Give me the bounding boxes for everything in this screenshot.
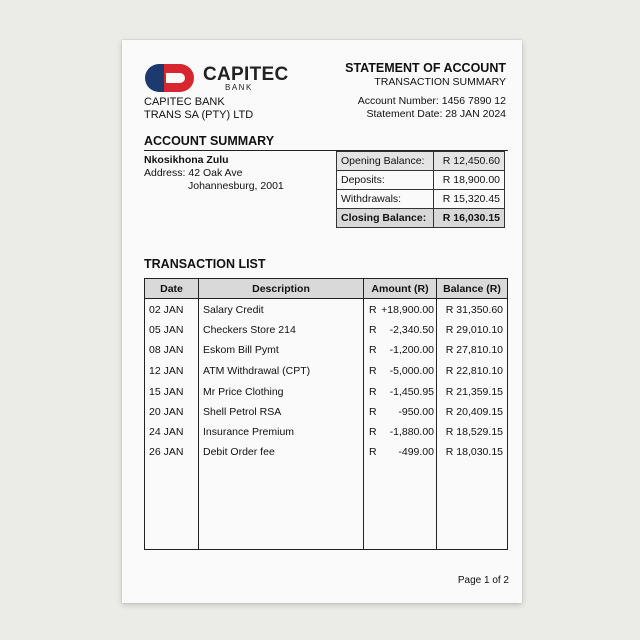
- account-summary-heading: ACCOUNT SUMMARY: [144, 134, 275, 148]
- transaction-amount: -1,450.95: [389, 386, 434, 398]
- transaction-balance: R 29,010.10: [445, 324, 503, 336]
- transaction-currency: R: [369, 426, 377, 438]
- column-header-date: Date: [160, 283, 183, 295]
- transaction-balance: R 21,359.15: [445, 386, 503, 398]
- transaction-table: [144, 278, 508, 550]
- summary-row-deposits: [337, 171, 505, 190]
- transaction-currency: R: [369, 386, 377, 398]
- customer-name: Nkosikhona Zulu: [144, 154, 229, 166]
- bank-legal-line-1: CAPITEC BANK: [144, 96, 225, 108]
- transaction-row: [145, 365, 507, 385]
- transaction-date: 08 JAN: [149, 344, 184, 356]
- summary-label: Opening Balance:: [337, 152, 434, 171]
- transaction-date: 26 JAN: [149, 446, 184, 458]
- summary-value: R 15,320.45: [434, 190, 505, 209]
- transaction-balance: R 18,529.15: [445, 426, 503, 438]
- transaction-amount: -1,200.00: [389, 344, 434, 356]
- transaction-date: 05 JAN: [149, 324, 184, 336]
- transaction-row: [145, 426, 507, 446]
- transaction-balance: R 20,409.15: [445, 406, 503, 418]
- summary-value: R 16,030.15: [434, 209, 505, 228]
- logo-sub: BANK: [225, 83, 253, 92]
- transaction-description: Insurance Premium: [203, 426, 295, 438]
- summary-value: R 18,900.00: [434, 171, 505, 190]
- transaction-row: [145, 304, 507, 324]
- transaction-row: [145, 344, 507, 364]
- transaction-amount: -2,340.50: [389, 324, 434, 336]
- transaction-balance: R 18,030.15: [445, 446, 503, 458]
- summary-label: Deposits:: [337, 171, 434, 190]
- summary-label: Closing Balance:: [337, 209, 434, 228]
- transaction-date: 24 JAN: [149, 426, 184, 438]
- transaction-amount: -5,000.00: [389, 365, 434, 377]
- summary-label: Withdrawals:: [337, 190, 434, 209]
- transaction-amount: -499.00: [398, 446, 434, 458]
- transaction-description: ATM Withdrawal (CPT): [203, 365, 311, 377]
- column-header-description: Description: [252, 283, 310, 295]
- transaction-amount: +18,900.00: [381, 304, 434, 316]
- transaction-row: [145, 324, 507, 344]
- bank-legal-line-2: TRANS SA (PTY) LTD: [144, 109, 254, 121]
- transaction-date: 15 JAN: [149, 386, 184, 398]
- transaction-row: [145, 446, 507, 466]
- transaction-description: Eskom Bill Pymt: [203, 344, 279, 356]
- transaction-date: 20 JAN: [149, 406, 184, 418]
- capitec-logo-icon: [144, 63, 194, 93]
- column-header-amount: Amount (R): [371, 283, 429, 295]
- summary-table: [336, 151, 505, 228]
- transaction-date: 02 JAN: [149, 304, 184, 316]
- statement-date: Statement Date: 28 JAN 2024: [366, 108, 506, 120]
- column-header-balance: Balance (R): [443, 283, 501, 295]
- summary-row-withdrawals: [337, 190, 505, 209]
- transaction-description: Checkers Store 214: [203, 324, 296, 336]
- summary-row-opening: [337, 152, 505, 171]
- transaction-balance: R 31,350.60: [445, 304, 503, 316]
- transaction-row: [145, 406, 507, 426]
- transaction-currency: R: [369, 365, 377, 377]
- transaction-currency: R: [369, 344, 377, 356]
- transaction-currency: R: [369, 446, 377, 458]
- summary-value: R 12,450.60: [434, 152, 505, 171]
- transaction-date: 12 JAN: [149, 365, 184, 377]
- transaction-description: Debit Order fee: [203, 446, 275, 458]
- logo-name: CAPITEC: [203, 64, 289, 85]
- customer-address-line-1: Address: 42 Oak Ave: [144, 167, 243, 179]
- transaction-balance: R 27,810.10: [445, 344, 503, 356]
- page-number: Page 1 of 2: [457, 575, 509, 586]
- statement-page: [122, 40, 522, 603]
- account-number: Account Number: 1456 7890 12: [357, 95, 506, 107]
- transaction-currency: R: [369, 324, 377, 336]
- transaction-row: [145, 386, 507, 406]
- transaction-amount: -1,880.00: [389, 426, 434, 438]
- transaction-description: Mr Price Clothing: [203, 386, 284, 398]
- transaction-description: Shell Petrol RSA: [203, 406, 282, 418]
- statement-title: STATEMENT OF ACCOUNT: [345, 61, 506, 75]
- statement-subtitle: TRANSACTION SUMMARY: [374, 76, 506, 88]
- summary-row-closing: [337, 209, 505, 228]
- transaction-balance: R 22,810.10: [445, 365, 503, 377]
- transaction-description: Salary Credit: [203, 304, 264, 316]
- transaction-currency: R: [369, 406, 377, 418]
- transaction-list-heading: TRANSACTION LIST: [144, 257, 266, 271]
- transaction-amount: -950.00: [398, 406, 434, 418]
- transaction-currency: R: [369, 304, 377, 316]
- customer-address-line-2: Johannesburg, 2001: [188, 180, 284, 192]
